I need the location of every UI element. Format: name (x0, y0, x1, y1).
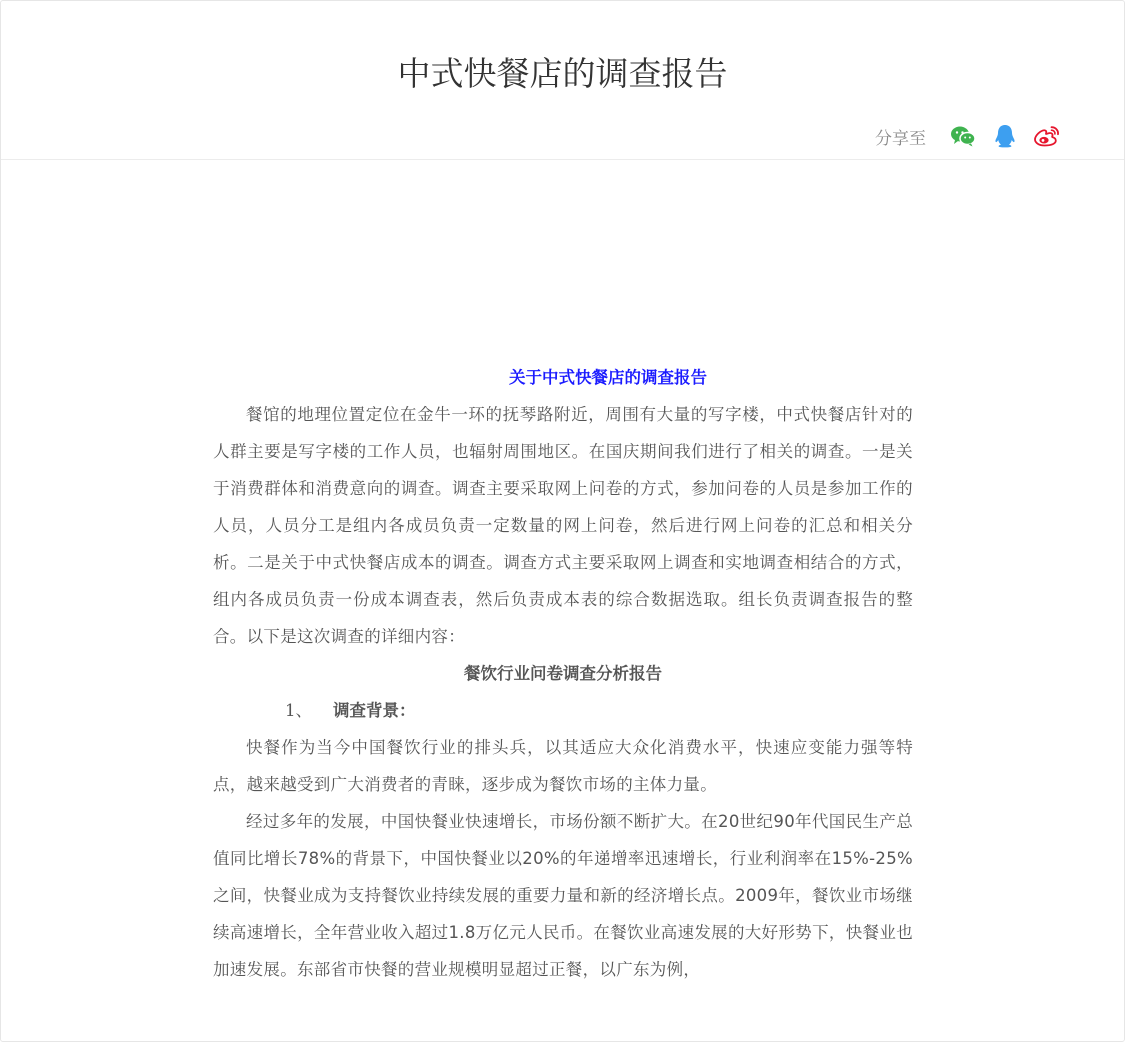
paragraph-background-2: 经过多年的发展，中国快餐业快速增长，市场份额不断扩大。在20世纪90年代国民生产总值同比增长78%的背景下，中国快餐业以20%的年递增率迅速增长，行业利润率在15%-25%之间，快餐业成为支持餐饮业持续发展的重要力量和新的经济增长点。2009年，餐饮业市场继续高速增长，全年营业收入超过1.8万亿元人民币。在餐饮业高速发展的大好形势下，快餐业也加速发展。东部省市快餐的营业规模明显超过正餐，以广东为例， (213, 812, 913, 979)
share-label: 分享至 (875, 128, 926, 149)
section-label: 调查背景： (333, 701, 416, 720)
section-number: 1、 (285, 701, 312, 720)
share-weibo-button[interactable] (1032, 121, 1062, 151)
article-body (213, 359, 913, 988)
wechat-icon (950, 125, 976, 147)
share-bar (875, 121, 1062, 151)
report-heading: 关于中式快餐店的调查报告 (509, 368, 707, 387)
paragraph-background-1: 快餐作为当今中国餐饮行业的排头兵，以其适应大众化消费水平，快速应变能力强等特点，越来越受到广大消费者的青睐，逐步成为餐饮市场的主体力量。 (213, 738, 913, 794)
weibo-icon (1034, 125, 1060, 147)
paragraph-intro: 餐馆的地理位置定位在金牛一环的抚琴路附近，周围有大量的写字楼，中式快餐店针对的人群主要是写字楼的工作人员，也辐射周围地区。在国庆期间我们进行了相关的调查。一是关于消费群体和消费意向的调查。调查主要采取网上问卷的方式，参加问卷的人员是参加工作的人员，人员分工是组内各成员负责一定数量的网上问卷，然后进行网上问卷的汇总和相关分析。二是关于中式快餐店成本的调查。调查方式主要采取网上调查和实地调查相结合的方式，组内各成员负责一份成本调查表，然后负责成本表的综合数据选取。组长负责调查报告的整合。以下是这次调查的详细内容： (213, 405, 913, 646)
share-qq-button[interactable] (990, 121, 1020, 151)
section-heading (213, 692, 913, 729)
article-header (1, 1, 1124, 160)
qq-icon (994, 124, 1016, 148)
share-wechat-button[interactable] (948, 121, 978, 151)
page-title: 中式快餐店的调查报告 (397, 54, 728, 93)
report-subheading: 餐饮行业问卷调查分析报告 (464, 664, 662, 683)
